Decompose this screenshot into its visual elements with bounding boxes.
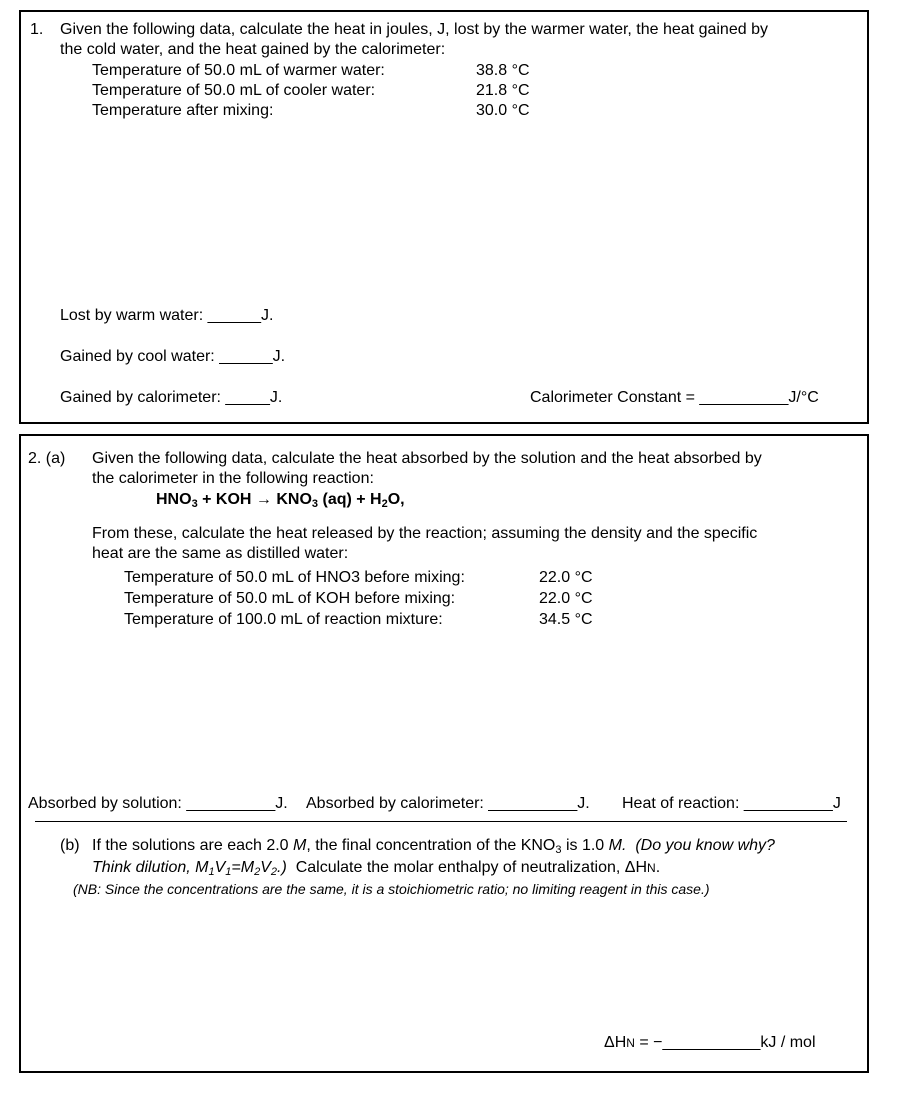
q1-answer-gained-cool[interactable]: Gained by cool water: ______J. <box>60 348 286 365</box>
q1-row-label: Temperature after mixing: <box>92 102 274 119</box>
q2-row-value: 22.0 °C <box>539 569 593 586</box>
q1-row-value: 38.8 °C <box>476 62 530 79</box>
q2b-note: (NB: Since the concentrations are the same, it is a stoichiometric ratio; no limiting reagent in this case.) <box>73 881 710 897</box>
q2-intro-line2: the calorimeter in the following reaction: <box>92 470 374 487</box>
q1-answer-calorimeter-constant[interactable]: Calorimeter Constant = __________J/°C <box>530 389 819 406</box>
divider-line <box>35 821 847 822</box>
q1-row-label: Temperature of 50.0 mL of cooler water: <box>92 82 376 99</box>
q1-intro-line1: Given the following data, calculate the heat in joules, J, lost by the warmer water, the heat gained by <box>60 21 768 38</box>
q2-row-value: 34.5 °C <box>539 611 593 628</box>
q2-intro-line1: Given the following data, calculate the heat absorbed by the solution and the heat absorbed by <box>92 450 762 467</box>
q1-row-value: 30.0 °C <box>476 102 530 119</box>
q2-row-label: Temperature of 100.0 mL of reaction mixture: <box>124 611 443 628</box>
q2-row-label: Temperature of 50.0 mL of HNO3 before mixing: <box>124 569 465 586</box>
q1-number: 1. <box>30 21 44 38</box>
q2b-answer-enthalpy[interactable]: ΔHN = −___________kJ / mol <box>604 1034 816 1051</box>
q2-reaction-equation: $HNO_3$ + KOH → $KNO_3$ $(aq) + H_2O$, <box>156 491 405 510</box>
q1-answer-lost-warm[interactable]: Lost by warm water: ______J. <box>60 307 274 324</box>
q2b-line1: If the solutions are each 2.0 M, the final concentration of the $KNO_3$ is 1.0 M. (Do you know why? <box>92 837 775 856</box>
q2b-label: (b) <box>60 837 80 854</box>
q2-from-line1: From these, calculate the heat released by the reaction; assuming the density and the specific <box>92 525 758 542</box>
q2-answer-absorbed-calorimeter[interactable]: Absorbed by calorimeter: __________J. <box>306 795 590 812</box>
q1-intro-line2: the cold water, and the heat gained by the calorimeter: <box>60 41 446 58</box>
q2-from-line2: heat are the same as distilled water: <box>92 545 349 562</box>
q2-answer-heat-reaction[interactable]: Heat of reaction: __________J <box>622 795 841 812</box>
q1-answer-gained-calorimeter[interactable]: Gained by calorimeter: _____J. <box>60 389 283 406</box>
q2b-line2: Think dilution, $M_1V_1=M_2V_2$.) Calculate the molar enthalpy of neutralization, ΔHN. <box>92 859 661 878</box>
q1-row-label: Temperature of 50.0 mL of warmer water: <box>92 62 385 79</box>
q2-row-label: Temperature of 50.0 mL of KOH before mixing: <box>124 590 456 607</box>
q2-answer-absorbed-solution[interactable]: Absorbed by solution: __________J. <box>28 795 288 812</box>
q2-row-value: 22.0 °C <box>539 590 593 607</box>
q1-row-value: 21.8 °C <box>476 82 530 99</box>
q2-number: 2. (a) <box>28 450 66 467</box>
